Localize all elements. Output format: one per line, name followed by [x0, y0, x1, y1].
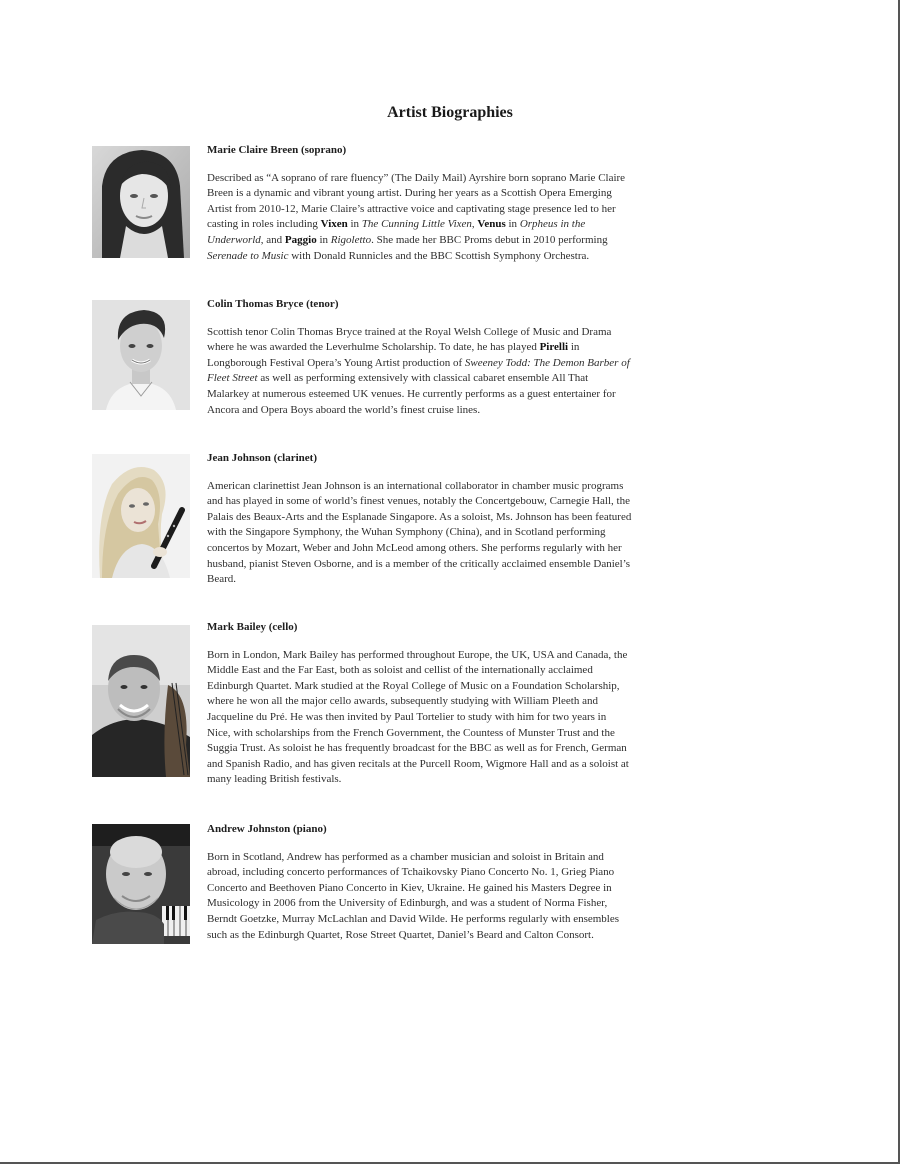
role-name: Vixen [320, 218, 348, 231]
bio-body: Born in Scotland, Andrew has performed as a chamber musician and soloist in Britain and abroad, including concerto performances of Tchaikovsky Piano Concerto No. 1, Grieg Piano Concerto and Beethoven Piano Concerto in Kiev, Ukraine. He gained his Masters Degree in Musicology in 2006 from the University of Edinburgh, and was a student of Norma Fisher, Berndt Goetzke, Murray McLachlan and David Wilde. He performs regularly with ensembles such as the Edinburgh Quartet, Rose Street Quartet, Daniel’s Beard and Calton Consort. [207, 850, 620, 941]
bio-name: Andrew Johnston (piano) [207, 823, 327, 835]
bio-name: Marie Claire Breen (soprano) [207, 144, 347, 156]
work-title: The Cunning Little Vixen [361, 218, 472, 231]
bio-name: Colin Thomas Bryce (tenor) [207, 298, 339, 310]
work-title: Orpheus in the Underworld [207, 218, 586, 246]
portrait-piano-icon [92, 824, 190, 944]
role-name: Venus [477, 218, 506, 231]
bio-body: Described as “A soprano of rare fluency” (The Daily Mail) Ayrshire born soprano Marie Claire Breen is a dynamic and vibrant young artist. During her years as a Scottish Opera Emerging Artist from 2010-12, Marie Claire’s attractive voice and captivating stage presence led to her casting in roles including Vixen in The Cunning Little Vixen, Venus in Orpheus in the Underworld, and Paggio in Rigoletto. She made her BBC Proms debut in 2010 performing Serenade to Music with Donald Runnicles and the BBC Scottish Symphony Orchestra. [207, 171, 626, 262]
page-title: Artist Biographies [387, 104, 513, 121]
bio-name: Jean Johnson (clarinet) [207, 452, 317, 464]
bio-body: Scottish tenor Colin Thomas Bryce trained at the Royal Welsh College of Music and Drama where he was awarded the Leverhulme Scholarship. To date, he has played Pirelli in Longborough Festival Opera’s Young Artist production of Sweeney Todd: The Demon Barber of Fleet Street as well as performing extensively with classical cabaret ensemble All That Malarkey at numerous esteemed UK venues. He currently performs as a guest entertainer for Ancora and Opera Boys aboard the world’s finest cruise lines. [207, 325, 630, 416]
portrait-tenor-icon [92, 300, 190, 410]
work-title: Rigoletto [330, 233, 372, 246]
role-name: Pirelli [539, 341, 569, 354]
portrait-cello-icon [92, 625, 190, 777]
bio-name: Mark Bailey (cello) [207, 621, 298, 633]
bio-body: American clarinettist Jean Johnson is an international collaborator in chamber music programs and has played in some of world’s finest venues, notably the Concertgebouw, Carnegie Hall, the Palais des Beaux-Arts and the Esplanade Singapore. As a soloist, Ms. Johnson has been featured with the Singapore Symphony, the Wuhan Symphony (China), and in Scotland performing concertos by Mozart, Weber and John McLeod among others. She performs regularly with her husband, pianist Steven Osborne, and is a member of the critically acclaimed ensemble Daniel’s Beard. [207, 479, 632, 586]
role-name: Paggio [284, 233, 317, 246]
work-title: Serenade to Music [207, 249, 289, 262]
portrait-clarinet-icon [92, 454, 190, 578]
work-title: Sweeney Todd: The Demon Barber of Fleet Street [207, 356, 630, 385]
portrait-soprano-icon [92, 146, 190, 258]
bio-body: Born in London, Mark Bailey has performed throughout Europe, the UK, USA and Canada, the Middle East and the Far East, both as soloist and cellist of the internationally acclaimed Edinburgh Quartet. Mark studied at the Royal College of Music on a Foundation Scholarship, where he won all the major cello awards, subsequently studying with William Pleeth and Jacqueline du Pré. He was then invited by Paul Tortelier to study with him for two years in Nice, with scholarships from the French Government, the Countess of Munster Trust and the Suggia Trust. As soloist he has frequently broadcast for the BBC as well as for French, German and Spanish Radio, and has given recitals at the Purcell Room, Wigmore Hall and as a soloist at many leading British festivals. [207, 648, 629, 786]
